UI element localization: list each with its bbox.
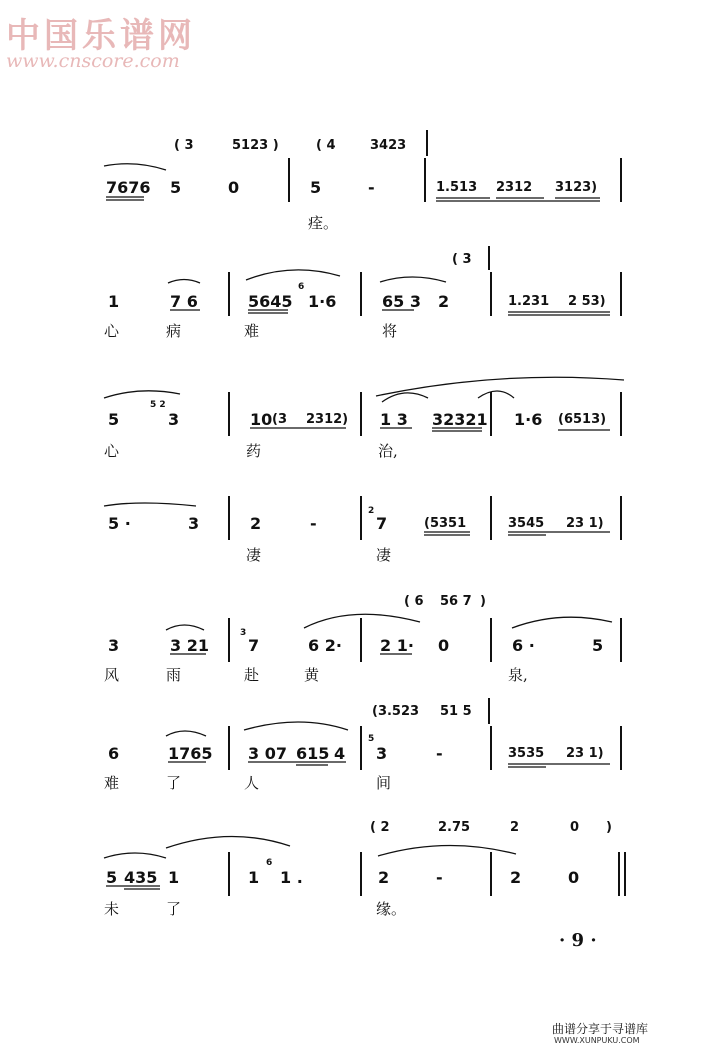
lyric-s5: 赴 (244, 666, 260, 684)
accompaniment-note-s2: ( 3 (452, 252, 472, 267)
note-s6: 615 (296, 744, 330, 763)
accompaniment-note-s4: 3545 (508, 516, 545, 531)
note-s3: 32321 (432, 410, 488, 429)
note-s1: 0 (228, 178, 240, 197)
note-s2: 1·6 (308, 292, 337, 311)
accompaniment-note-s6: 23 1) (566, 746, 604, 761)
accompaniment-note-s3: 2312) (306, 412, 349, 427)
accompaniment-note-s5: ( 6 (404, 594, 424, 609)
note-s6: - (436, 744, 443, 763)
lyric-s2: 难 (244, 322, 260, 340)
note-s5: 6 · (512, 636, 535, 655)
grace-note-s6: 5 (368, 734, 375, 744)
lyric-s7: 未 (104, 900, 120, 918)
note-s5: 5 (592, 636, 604, 655)
page-number: · 9 · (559, 930, 597, 951)
accompaniment-note-s7: ( 2 (370, 820, 390, 835)
accompaniment-note-s6: (3.523 (372, 704, 420, 719)
note-s2: 65 3 (382, 292, 421, 311)
lyric-s6: 难 (104, 774, 120, 792)
note-s7: - (436, 868, 443, 887)
note-s2: 7 6 (170, 292, 198, 311)
note-s7: 2 (510, 868, 522, 887)
note-s3: 5 (108, 410, 120, 429)
note-s1: - (368, 178, 375, 197)
accompaniment-note-s2: 1.231 (508, 294, 550, 309)
note-s3: 1 3 (380, 410, 408, 429)
lyric-s4: 凄 (246, 546, 262, 564)
note-s1: 5 (310, 178, 322, 197)
accompaniment-note-s7: 2 (510, 820, 520, 835)
accompaniment-note-s1: 3123) (555, 180, 598, 195)
note-s7: 0 (568, 868, 580, 887)
accompaniment-note-s1: 1.513 (436, 180, 478, 195)
note-s5: 3 21 (170, 636, 209, 655)
grace-note-s3: 5 2 (150, 400, 166, 410)
note-s2: 1 (108, 292, 120, 311)
note-s6: 6 (108, 744, 120, 763)
lyric-s4: 凄 (376, 546, 392, 564)
note-s6: 4 (334, 744, 346, 763)
lyric-s6: 了 (166, 774, 182, 792)
accompaniment-note-s7: 0 (570, 820, 580, 835)
lyric-s5: 黄 (304, 666, 320, 684)
lyric-s7: 缘。 (376, 900, 407, 918)
note-s7: 1 (168, 868, 180, 887)
note-s5: 6 2· (308, 636, 342, 655)
accompaniment-note-s3: (6513) (558, 412, 607, 427)
grace-note-s2: 6 (298, 282, 305, 292)
accompaniment-note-s4: 23 1) (566, 516, 604, 531)
note-s4: 7 (376, 514, 388, 533)
lyric-s3: 治, (378, 442, 398, 460)
accompaniment-note-s1: 5123 ) (232, 138, 279, 153)
lyric-s2: 心 (104, 322, 120, 340)
accompaniment-note-s1: ( 4 (316, 138, 336, 153)
lyric-s1: 痊。 (308, 214, 339, 232)
note-s7: 5 (106, 868, 118, 887)
note-s5: 0 (438, 636, 450, 655)
accompaniment-note-s1: 2312 (496, 180, 533, 195)
note-s3: 10 (250, 410, 273, 429)
lyric-s5: 泉, (508, 666, 528, 684)
grace-note-s5: 3 (240, 628, 247, 638)
accompaniment-note-s5: 56 7 (440, 594, 472, 609)
accompaniment-note-s6: 3535 (508, 746, 545, 761)
lyric-s6: 间 (376, 774, 392, 792)
note-s6: 1765 (168, 744, 213, 763)
grace-note-s4: 2 (368, 506, 375, 516)
lyric-s2: 将 (382, 322, 398, 340)
accompaniment-note-s3: (3 (272, 412, 287, 427)
accompaniment-note-s4: (5351 (424, 516, 467, 531)
accompaniment-note-s7: ) (606, 820, 612, 835)
lyric-s7: 了 (166, 900, 182, 918)
lyric-s3: 药 (246, 442, 262, 460)
note-s5: 7 (248, 636, 260, 655)
note-s4: 3 (188, 514, 200, 533)
accompaniment-note-s6: 51 5 (440, 704, 472, 719)
lyric-s3: 心 (104, 442, 120, 460)
lyric-s5: 雨 (166, 666, 182, 684)
note-s6: 3 (376, 744, 388, 763)
note-s3: 1·6 (514, 410, 543, 429)
accompaniment-note-s5: ) (480, 594, 486, 609)
note-s7: 2 (378, 868, 390, 887)
watermark-title: 中国乐谱网 (6, 16, 196, 56)
note-s1: 7676 (106, 178, 151, 197)
footer-source-text: 曲谱分享于寻谱库 (552, 1022, 649, 1036)
note-s4: 2 (250, 514, 262, 533)
note-s3: 3 (168, 410, 180, 429)
lyric-s6: 人 (244, 774, 260, 792)
note-s5: 2 1· (380, 636, 414, 655)
note-s4: - (310, 514, 317, 533)
lyric-s5: 风 (104, 666, 120, 684)
accompaniment-note-s1: ( 3 (174, 138, 194, 153)
note-s5: 3 (108, 636, 120, 655)
note-s2: 2 (438, 292, 450, 311)
note-s7: 435 (124, 868, 158, 887)
footer-source-url: WWW.XUNPUKU.COM (554, 1036, 640, 1045)
accompaniment-note-s2: 2 53) (568, 294, 606, 309)
note-s6: 3 07 (248, 744, 287, 763)
watermark-url: www.cnscore.com (6, 50, 180, 72)
grace-note-s7: 6 (266, 858, 273, 868)
lyric-s2: 病 (166, 322, 182, 340)
note-s7: 1 . (280, 868, 303, 887)
accompaniment-note-s1: 3423 (370, 138, 407, 153)
accompaniment-note-s7: 2.75 (438, 820, 471, 835)
note-s1: 5 (170, 178, 182, 197)
note-s7: 1 (248, 868, 260, 887)
note-s2: 5645 (248, 292, 293, 311)
note-s4: 5 · (108, 514, 131, 533)
